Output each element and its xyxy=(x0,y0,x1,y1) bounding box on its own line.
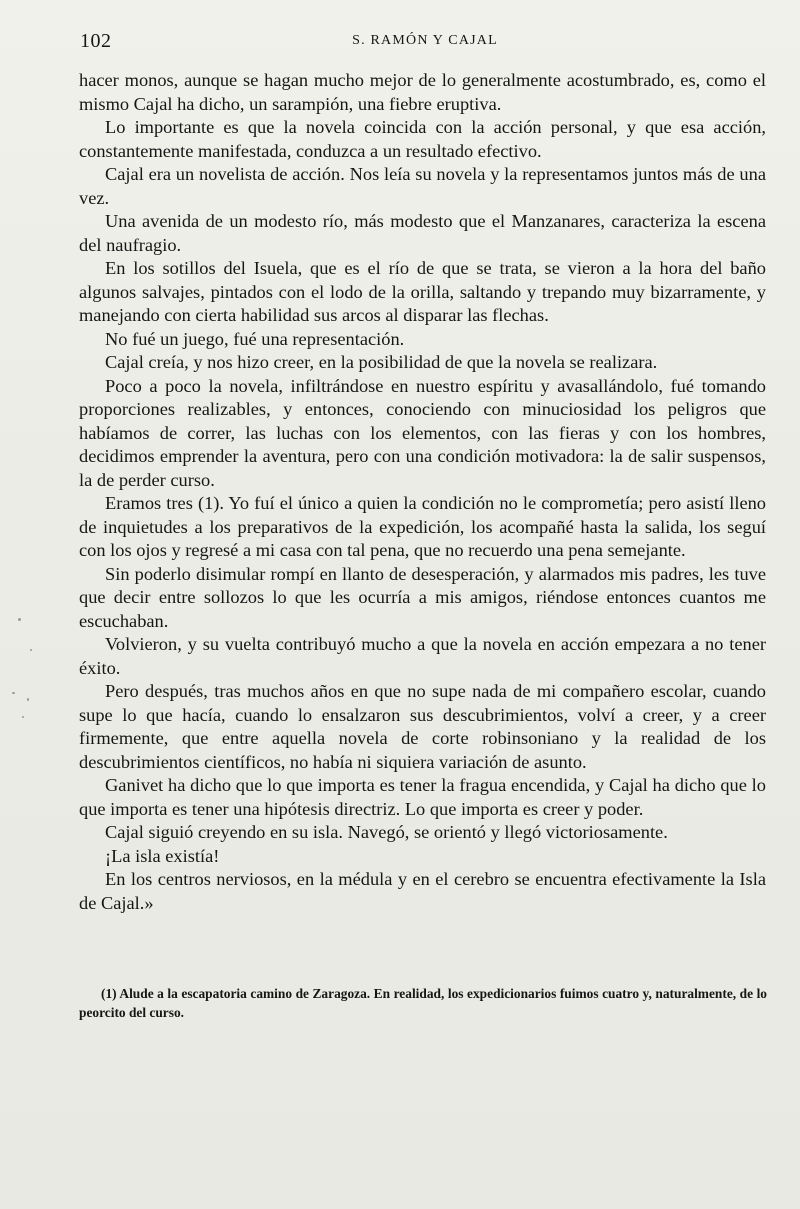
paragraph: Una avenida de un modesto río, más modesto que el Manzanares, caracteriza la escena del naufragio. xyxy=(79,211,766,255)
paragraph: Ganivet ha dicho que lo que importa es tener la fragua encendida, y Cajal ha dicho que lo que importa es tener una hipótesis directriz. Lo que importa es creer y poder. xyxy=(79,775,766,819)
paragraph: En los centros nerviosos, en la médula y en el cerebro se encuentra efectivamente la Isla de Cajal.» xyxy=(79,869,766,913)
footnote-text: (1) Alude a la escapatoria camino de Zaragoza. En realidad, los expedicionarios fuimos cuatro y, naturalmente, de lo peorcito del curso. xyxy=(79,986,767,1020)
paragraph: Lo importante es que la novela coincida con la acción personal, y que esa acción, constantemente manifestada, conduzca a un resultado efectivo. xyxy=(79,117,766,161)
paragraph: Cajal creía, y nos hizo creer, en la posibilidad de que la novela se realizara. xyxy=(105,352,658,372)
print-speck xyxy=(30,649,32,651)
paragraph: ¡La isla existía! xyxy=(105,845,220,866)
print-speck xyxy=(12,692,15,694)
running-head: S. RAMÓN Y CAJAL xyxy=(352,33,498,48)
page-number: 102 xyxy=(80,30,112,52)
print-speck xyxy=(27,698,29,701)
body-text xyxy=(79,69,766,915)
print-speck xyxy=(22,716,24,718)
paragraph: Volvieron, y su vuelta contribuyó mucho a que la novela en acción empezara a no tener éxito. xyxy=(79,634,766,678)
paragraph: Poco a poco la novela, infiltrándose en nuestro espíritu y avasallándolo, fué tomando proporciones realizables, y entonces, conociendo con minuciosidad los peligros que habíamos de correr, las luchas con los elementos, con las fieras y con los hombres, decidimos emprender la aventura, pero con una condición motivadora: la de salir suspensos, la de perder curso. xyxy=(79,375,766,490)
paragraph: Sin poderlo disimular rompí en llanto de desesperación, y alarmados mis padres, les tuve que decir entre sollozos lo que les ocurría a mis amigos, riéndose entonces cuantos me escuchaban. xyxy=(79,563,766,631)
paragraph: No fué un juego, fué una representación. xyxy=(105,328,405,349)
paragraph: Cajal era un novelista de acción. Nos leía su novela y la representamos juntos más de una vez. xyxy=(79,164,766,208)
paragraph: hacer monos, aunque se hagan mucho mejor de lo generalmente acostumbrado, es, como el mismo Cajal ha dicho, un sarampión, una fiebre eruptiva. xyxy=(79,70,766,114)
print-speck xyxy=(18,618,21,621)
paragraph: Pero después, tras muchos años en que no supe nada de mi compañero escolar, cuando supe lo que hacía, cuando lo ensalzaron sus descubrimientos, volví a creer, y a creer firmemente, que entre aquella novela de corte robinsoniano y la realidad de los descubrimientos científicos, no había ni siquiera variación de asunto. xyxy=(79,681,766,772)
paragraph: En los sotillos del Isuela, que es el río de que se trata, se vieron a la hora del baño algunos salvajes, pintados con el lodo de la orilla, saltando y trepando muy bizarramente, y manejando con cierta habilidad sus arcos al disparar las flechas. xyxy=(79,258,766,325)
paragraph: Eramos tres (1). Yo fuí el único a quien la condición no le comprometía; pero asistí lleno de inquietudes a los preparativos de la expedición, los acompañé hasta la salida, los seguí con los ojos y regresé a mi casa con tal pena, que no recuerdo una pena semejante. xyxy=(79,493,766,560)
footnote xyxy=(79,984,767,1022)
page-header xyxy=(80,30,770,54)
paragraph: Cajal siguió creyendo en su isla. Navegó, se orientó y llegó victoriosamente. xyxy=(105,822,668,842)
